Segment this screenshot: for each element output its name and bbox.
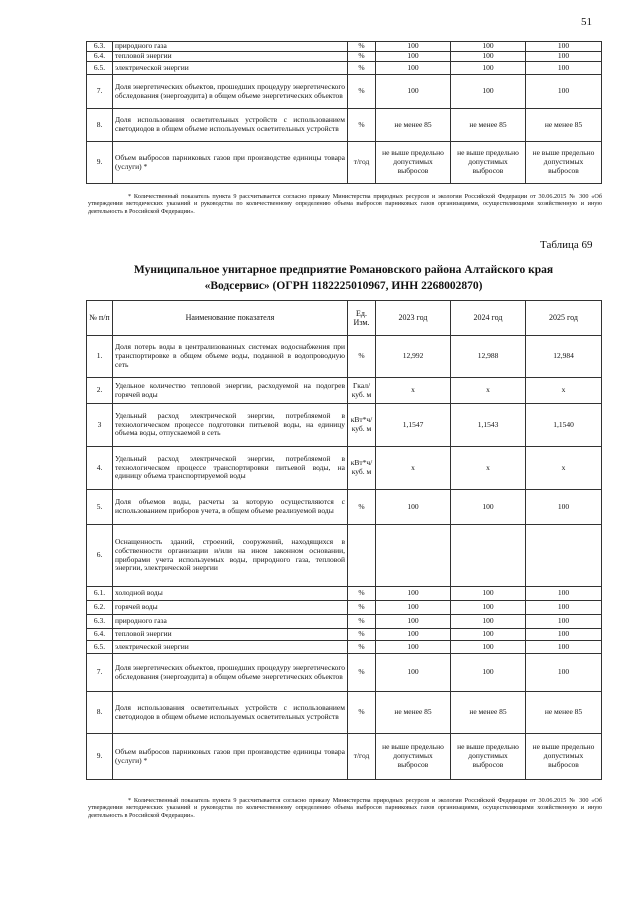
row-value-2024: 100 bbox=[451, 587, 526, 601]
top-table bbox=[86, 41, 602, 184]
row-number: 8. bbox=[87, 109, 113, 142]
row-unit: % bbox=[348, 587, 376, 601]
row-unit: кВт*ч/ куб. м bbox=[348, 404, 376, 447]
table-row bbox=[87, 109, 602, 142]
table-row bbox=[87, 629, 602, 641]
row-value-2024: x bbox=[451, 447, 526, 490]
table-row bbox=[87, 525, 602, 587]
table-row bbox=[87, 378, 602, 404]
row-value-2024: 100 bbox=[451, 629, 526, 641]
row-unit: % bbox=[348, 52, 376, 62]
row-number: 6.3. bbox=[87, 42, 113, 52]
row-value-2025: 12,984 bbox=[526, 336, 602, 378]
row-number: 9. bbox=[87, 734, 113, 780]
row-unit: кВт*ч/ куб. м bbox=[348, 447, 376, 490]
row-value-2023: 100 bbox=[376, 641, 451, 654]
table-row bbox=[87, 447, 602, 490]
row-value-2025: x bbox=[526, 447, 602, 490]
row-unit: % bbox=[348, 615, 376, 629]
row-number: 6.4. bbox=[87, 52, 113, 62]
row-indicator-name: электрической энергии bbox=[113, 641, 348, 654]
row-indicator-name: Удельный расход электрической энергии, потребляемой в технологическом процессе подготовки питьевой воды, на единицу объема воды, отпускаемой в сеть bbox=[113, 404, 348, 447]
row-value-2023: 100 bbox=[376, 490, 451, 525]
row-value-2025: x bbox=[526, 378, 602, 404]
table-row bbox=[87, 587, 602, 601]
row-unit: Гкал/ куб. м bbox=[348, 378, 376, 404]
row-unit: % bbox=[348, 601, 376, 615]
row-value-2025: 100 bbox=[526, 490, 602, 525]
row-number: 3 bbox=[87, 404, 113, 447]
row-unit: % bbox=[348, 654, 376, 692]
row-value-2025: 100 bbox=[526, 42, 602, 52]
row-value-2025: 100 bbox=[526, 601, 602, 615]
row-value-2024: не менее 85 bbox=[451, 109, 526, 142]
table-row bbox=[87, 336, 602, 378]
row-number: 6. bbox=[87, 525, 113, 587]
header-2025: 2025 год bbox=[526, 301, 602, 336]
row-value-2025: 100 bbox=[526, 641, 602, 654]
row-value-2023: 100 bbox=[376, 654, 451, 692]
row-indicator-name: природного газа bbox=[113, 615, 348, 629]
footnote-top: * Количественный показатель пункта 9 рассчитывается согласно приказу Министерства природных ресурсов и экологии Российской Федерации от 30.06.2015 № 300 «Об утверждении методических указаний и руководства по количественному определению объема выбросов парниковых газов организациями, осуществляющими хозяйственную и иную деятельность в Российской Федерации». bbox=[88, 193, 602, 215]
row-value-2024: 100 bbox=[451, 601, 526, 615]
table-label: Таблица 69 bbox=[540, 239, 593, 251]
row-value-2025: не выше предельно допустимых выбросов bbox=[526, 734, 602, 780]
row-indicator-name: холодной воды bbox=[113, 587, 348, 601]
row-indicator-name: Доля энергетических объектов, прошедших процедуру энергетического обследования (энергоаудита) в общем объеме энергетических объектов bbox=[113, 75, 348, 109]
row-number: 9. bbox=[87, 142, 113, 184]
row-value-2025: 100 bbox=[526, 52, 602, 62]
row-number: 2. bbox=[87, 378, 113, 404]
row-value-2024: 100 bbox=[451, 641, 526, 654]
table-row bbox=[87, 734, 602, 780]
row-value-2023: x bbox=[376, 447, 451, 490]
row-value-2024 bbox=[451, 525, 526, 587]
table-row bbox=[87, 654, 602, 692]
row-value-2024: 100 bbox=[451, 654, 526, 692]
row-value-2023: не выше предельно допустимых выбросов bbox=[376, 734, 451, 780]
main-table bbox=[86, 300, 602, 780]
row-number: 6.5. bbox=[87, 62, 113, 75]
row-value-2024: не выше предельно допустимых выбросов bbox=[451, 734, 526, 780]
top-table-body bbox=[87, 42, 602, 184]
row-value-2025: 100 bbox=[526, 587, 602, 601]
row-value-2023: 100 bbox=[376, 75, 451, 109]
org-title bbox=[86, 262, 601, 294]
table-row bbox=[87, 692, 602, 734]
row-value-2024: 100 bbox=[451, 62, 526, 75]
row-number: 4. bbox=[87, 447, 113, 490]
header-num: № п/п bbox=[87, 301, 113, 336]
row-unit: % bbox=[348, 62, 376, 75]
main-table-header-row bbox=[87, 301, 602, 336]
row-unit: т/год bbox=[348, 734, 376, 780]
row-number: 6.4. bbox=[87, 629, 113, 641]
row-indicator-name: Удельный расход электрической энергии, потребляемой в технологическом процессе транспортировки питьевой воды, на единицу объема транспортируемой воды bbox=[113, 447, 348, 490]
table-row bbox=[87, 615, 602, 629]
row-value-2025: 100 bbox=[526, 62, 602, 75]
row-indicator-name: Доля использования осветительных устройств с использованием светодиодов в общем объеме используемых осветительных устройств bbox=[113, 109, 348, 142]
row-value-2025: не менее 85 bbox=[526, 109, 602, 142]
row-unit: % bbox=[348, 109, 376, 142]
table-row bbox=[87, 490, 602, 525]
row-value-2023: 100 bbox=[376, 587, 451, 601]
row-value-2023: x bbox=[376, 378, 451, 404]
row-value-2024: x bbox=[451, 378, 526, 404]
row-unit: % bbox=[348, 75, 376, 109]
row-value-2023 bbox=[376, 525, 451, 587]
row-unit: % bbox=[348, 629, 376, 641]
row-unit: % bbox=[348, 42, 376, 52]
row-indicator-name: Удельное количество тепловой энергии, расходуемой на подогрев горячей воды bbox=[113, 378, 348, 404]
table-row bbox=[87, 142, 602, 184]
row-indicator-name: Оснащенность зданий, строений, сооружений, находящихся в собственности организации и/или на ином законном основании, приборами учета используемых воды, природного газа, тепловой энергии, электрической энергии bbox=[113, 525, 348, 587]
row-number: 7. bbox=[87, 75, 113, 109]
row-value-2023: не менее 85 bbox=[376, 109, 451, 142]
row-value-2024: 100 bbox=[451, 52, 526, 62]
row-number: 6.2. bbox=[87, 601, 113, 615]
row-indicator-name: Доля использования осветительных устройств с использованием светодиодов в общем объеме используемых осветительных устройств bbox=[113, 692, 348, 734]
org-title-line2: «Водсервис» (ОГРН 1182225010967, ИНН 2268002870) bbox=[204, 280, 483, 293]
header-2024: 2024 год bbox=[451, 301, 526, 336]
row-indicator-name: Доля энергетических объектов, прошедших процедуру энергетического обследования (энергоаудита) в общем объеме энергетических объектов bbox=[113, 654, 348, 692]
row-value-2023: 100 bbox=[376, 42, 451, 52]
row-value-2024: 12,988 bbox=[451, 336, 526, 378]
row-number: 6.3. bbox=[87, 615, 113, 629]
row-value-2023: 100 bbox=[376, 601, 451, 615]
row-unit: % bbox=[348, 336, 376, 378]
row-value-2025: не менее 85 bbox=[526, 692, 602, 734]
row-number: 6.1. bbox=[87, 587, 113, 601]
row-value-2023: 100 bbox=[376, 615, 451, 629]
row-value-2024: не менее 85 bbox=[451, 692, 526, 734]
table-row bbox=[87, 641, 602, 654]
table-row bbox=[87, 42, 602, 52]
row-value-2024: 100 bbox=[451, 42, 526, 52]
header-2023: 2023 год bbox=[376, 301, 451, 336]
row-value-2025: 1,1540 bbox=[526, 404, 602, 447]
row-indicator-name: тепловой энергии bbox=[113, 629, 348, 641]
row-value-2025: 100 bbox=[526, 615, 602, 629]
footnote-bottom: * Количественный показатель пункта 9 рассчитывается согласно приказу Министерства природных ресурсов и экологии Российской Федерации от 30.06.2015 № 300 «Об утверждении методических указаний и руководства по количественному определению объема выбросов парниковых газов организациями, осуществляющими хозяйственную и иную деятельность в Российской Федерации». bbox=[88, 797, 602, 819]
table-row bbox=[87, 52, 602, 62]
row-value-2024: 100 bbox=[451, 490, 526, 525]
row-value-2023: 100 bbox=[376, 629, 451, 641]
row-value-2023: 100 bbox=[376, 52, 451, 62]
header-name: Наименование показателя bbox=[113, 301, 348, 336]
row-number: 8. bbox=[87, 692, 113, 734]
row-number: 6.5. bbox=[87, 641, 113, 654]
row-value-2025: 100 bbox=[526, 654, 602, 692]
row-value-2025: 100 bbox=[526, 75, 602, 109]
row-indicator-name: Объем выбросов парниковых газов при производстве единицы товара (услуги) * bbox=[113, 142, 348, 184]
page-number: 51 bbox=[581, 16, 592, 28]
table-row bbox=[87, 601, 602, 615]
row-unit: % bbox=[348, 490, 376, 525]
row-unit bbox=[348, 525, 376, 587]
row-unit: т/год bbox=[348, 142, 376, 184]
org-title-line1: Муниципальное унитарное предприятие Романовского района Алтайского края bbox=[133, 264, 554, 276]
row-value-2025: 100 bbox=[526, 629, 602, 641]
table-row bbox=[87, 75, 602, 109]
row-value-2024: не выше предельно допустимых выбросов bbox=[451, 142, 526, 184]
row-indicator-name: природного газа bbox=[113, 42, 348, 52]
row-indicator-name: Доля потерь воды в централизованных системах водоснабжения при транспортировке в общем объеме воды, поданной в водопроводную сеть bbox=[113, 336, 348, 378]
row-value-2025: не выше предельно допустимых выбросов bbox=[526, 142, 602, 184]
row-value-2023: не выше предельно допустимых выбросов bbox=[376, 142, 451, 184]
row-indicator-name: тепловой энергии bbox=[113, 52, 348, 62]
row-value-2023: не менее 85 bbox=[376, 692, 451, 734]
row-value-2023: 100 bbox=[376, 62, 451, 75]
row-value-2024: 100 bbox=[451, 75, 526, 109]
row-value-2025 bbox=[526, 525, 602, 587]
row-indicator-name: Доля объемов воды, расчеты за которую осуществляются с использованием приборов учета, в общем объеме реализуемой воды bbox=[113, 490, 348, 525]
row-indicator-name: Объем выбросов парниковых газов при производстве единицы товара (услуги) * bbox=[113, 734, 348, 780]
table-row bbox=[87, 62, 602, 75]
row-unit: % bbox=[348, 692, 376, 734]
header-unit: Ед. Изм. bbox=[348, 301, 376, 336]
row-value-2024: 100 bbox=[451, 615, 526, 629]
table-row bbox=[87, 404, 602, 447]
row-value-2024: 1,1543 bbox=[451, 404, 526, 447]
row-indicator-name: электрической энергии bbox=[113, 62, 348, 75]
row-value-2023: 1,1547 bbox=[376, 404, 451, 447]
row-indicator-name: горячей воды bbox=[113, 601, 348, 615]
main-table-body bbox=[87, 336, 602, 780]
row-number: 7. bbox=[87, 654, 113, 692]
row-number: 5. bbox=[87, 490, 113, 525]
row-unit: % bbox=[348, 641, 376, 654]
row-number: 1. bbox=[87, 336, 113, 378]
row-value-2023: 12,992 bbox=[376, 336, 451, 378]
